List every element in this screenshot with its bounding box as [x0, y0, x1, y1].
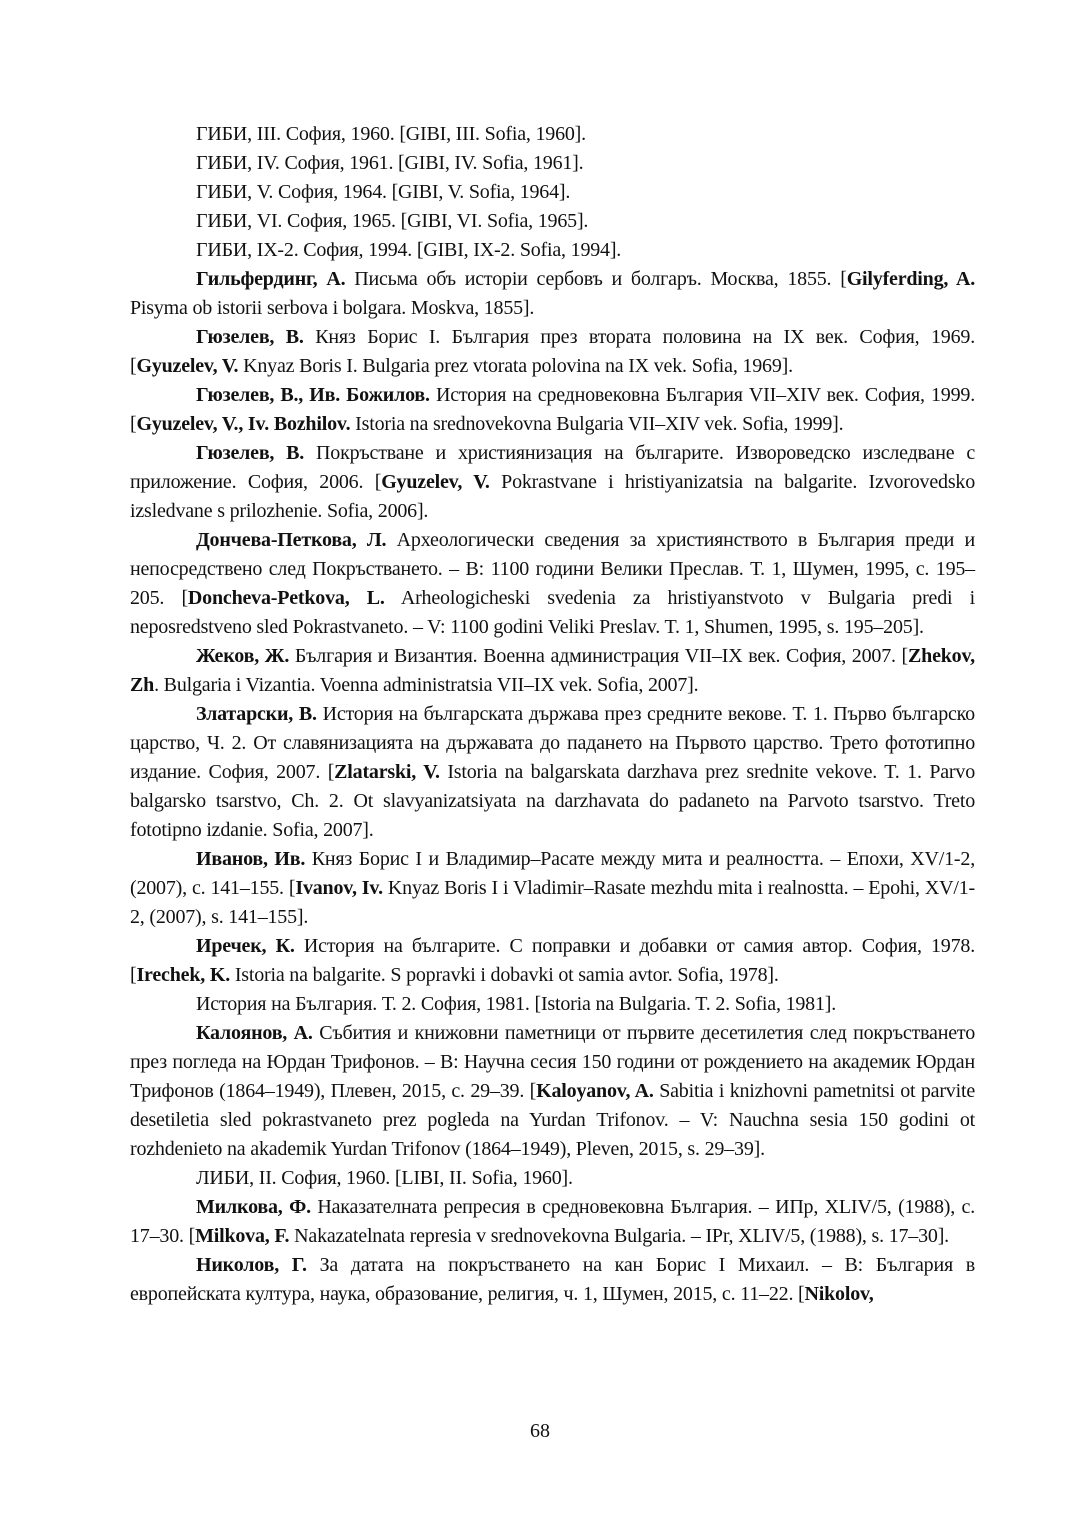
- entry-author-latin: Gyuzelev, V.: [381, 471, 490, 493]
- entry-author-latin: Nikolov,: [804, 1283, 874, 1305]
- entry-author-latin: Gyuzelev, V., Iv. Bozhilov.: [136, 413, 351, 435]
- bibliography-entry: Калоянов, А. Събития и книжовни паметници от първите десетилетия след покръстването през погледа на Юрдан Трифонов. – В: Научна сесия 150 години от рождението на академик Юрдан Трифонов (1864–1949), Плевен, 2015, с. 29–39. [Kaloyanov, A. Sabitia i knizhovni pametnitsi ot parvite desetiletia sled pokrastvaneto prez pogleda na Yurdan Trifonov. – V: Nauchna sesia 150 godini ot rozhdenieto na akademik Yurdan Trifonov (1864–1949), Pleven, 2015, s. 29–39].: [130, 1022, 975, 1160]
- entry-author: Гильфердинг, А.: [196, 268, 346, 290]
- entry-author-latin: Gyuzelev, V.: [136, 355, 239, 377]
- bibliography-entry: Иванов, Ив. Княз Борис I и Владимир–Расате между мита и реалността. – Епохи, XV/1-2, (2007), с. 141–155. [Ivanov, Iv. Knyaz Boris I i Vladimir–Rasate mezhdu mita i realnostta. – Epohi, XV/1-2, (2007), s. 141–155].: [130, 848, 975, 928]
- entry-author: Дончева-Петкова, Л.: [196, 529, 387, 551]
- bibliography-page: [130, 120, 975, 1309]
- entry-author: Жеков, Ж.: [196, 645, 290, 667]
- bibliography-entry: Дончева-Петкова, Л. Археологически сведения за християнството в България преди и непосредствено след Покръстването. – В: 1100 години Велики Преслав. Т. 1, Шумен, 1995, с. 195–205. [Doncheva-Petkova, L. Arheologicheski svedenia za hristiyanstvoto v Bulgaria predi i neposredstveno sled Pokrastvaneto. – V: 1100 godini Veliki Preslav. T. 1, Shumen, 1995, s. 195–205].: [130, 529, 976, 638]
- bibliography-entry: Жеков, Ж. България и Византия. Военна администрация VII–IX век. София, 2007. [Zhekov, Zh. Bulgaria i Vizantia. Voenna administratsia VII–IX vek. Sofia, 2007].: [130, 645, 975, 696]
- entry-author: Николов, Г.: [196, 1254, 307, 1276]
- entry-author: Милкова, Ф.: [196, 1196, 311, 1218]
- bibliography-entry: ГИБИ, IX-2. София, 1994. [GIBI, IX-2. Sofia, 1994].: [196, 239, 622, 261]
- bibliography-entry: Милкова, Ф. Наказателната репресия в средновековна България. – ИПр, XLIV/5, (1988), с. 17–30. [Milkova, F. Nakazatelnata represia v srednovekovna Bulgaria. – IPr, XLIV/5, (1988), s. 17–30].: [130, 1196, 975, 1247]
- bibliography-entry: ГИБИ, III. София, 1960. [GIBI, III. Sofia, 1960].: [196, 123, 586, 145]
- page-number: 68: [530, 1420, 550, 1442]
- bibliography-entry: ГИБИ, V. София, 1964. [GIBI, V. Sofia, 1964].: [196, 181, 571, 203]
- bibliography-entry: ЛИБИ, II. София, 1960. [LIBI, II. Sofia, 1960].: [196, 1167, 573, 1189]
- bibliography-entry: Златарски, В. История на българската държава през средните векове. Т. 1. Първо българско царство, Ч. 2. От славянизацията на държавата до падането на Първото царство. Трето фототипно издание. София, 2007. [Zlatarski, V. Istoria na balgarskata darzhava prez srednite vekove. T. 1. Parvo balgarsko tsarstvo, Ch. 2. Ot slavyanizatsiyata na darzhavata do padaneto na Parvoto tsarstvo. Treto fototipno izdanie. Sofia, 2007].: [130, 703, 975, 841]
- bibliography-entry: Гюзелев, В. Княз Борис I. България през втората половина на IX век. София, 1969. [Gyuzelev, V. Knyaz Boris I. Bulgaria prez vtorata polovina na IX vek. Sofia, 1969].: [130, 326, 975, 377]
- entry-author-latin: Ivanov, Iv.: [295, 877, 383, 899]
- entry-author-latin: Irechek, K.: [136, 964, 231, 986]
- entry-author: Иречек, К.: [196, 935, 295, 957]
- bibliography-entry: ГИБИ, IV. София, 1961. [GIBI, IV. Sofia, 1961].: [196, 152, 584, 174]
- entry-author-latin: Milkova, F.: [195, 1225, 290, 1247]
- entry-author-latin: Zlatarski, V.: [334, 761, 440, 783]
- entry-author: Гюзелев, В., Ив. Божилов.: [196, 384, 430, 406]
- bibliography-entry: Гюзелев, В. Покръстване и християнизация на българите. Извороведско изследване с приложение. София, 2006. [Gyuzelev, V. Pokrastvane i hristiyanizatsia na balgarite. Izvorovedsko izsledvane s prilozhenie. Sofia, 2006].: [130, 442, 976, 522]
- entry-author: Гюзелев, В.: [196, 326, 304, 348]
- entry-author: Златарски, В.: [196, 703, 317, 725]
- bibliography-entry: Иречек, К. История на българите. С поправки и добавки от самия автор. София, 1978. [Irechek, K. Istoria na balgarite. S popravki i dobavki ot samia avtor. Sofia, 1978].: [130, 935, 975, 986]
- bibliography-entry: ГИБИ, VI. София, 1965. [GIBI, VI. Sofia, 1965].: [196, 210, 589, 232]
- entry-author-latin: Kaloyanov, A.: [536, 1080, 654, 1102]
- bibliography-entry: Николов, Г. За датата на покръстването на кан Борис I Михаил. – В: България в европейската култура, наука, образование, религия, ч. 1, Шумен, 2015, с. 11–22. [Nikolov,: [130, 1254, 975, 1305]
- bibliography-entry: Гюзелев, В., Ив. Божилов. История на средновековна България VII–XIV век. София, 1999. [Gyuzelev, V., Iv. Bozhilov. Istoria na srednovekovna Bulgaria VII–XIV vek. Sofia, 1999].: [130, 384, 976, 435]
- entry-author-latin: Zhekov, Zh: [130, 645, 975, 696]
- entry-author-latin: Gilyferding, A.: [846, 268, 976, 290]
- bibliography-entry: История на България. Т. 2. София, 1981. [Istoria na Bulgaria. T. 2. Sofia, 1981].: [196, 993, 837, 1015]
- entry-author-latin: Doncheva-Petkova, L.: [187, 587, 385, 609]
- entry-author: Калоянов, А.: [196, 1022, 313, 1044]
- entry-author: Иванов, Ив.: [196, 848, 306, 870]
- bibliography-entry: Гильфердинг, А. Письма объ исторіи сербовъ и болгаръ. Москва, 1855. [Gilyferding, A. Pisyma ob istorii serbova i bolgara. Moskva, 1855].: [130, 268, 976, 319]
- entry-author: Гюзелев, В.: [196, 442, 305, 464]
